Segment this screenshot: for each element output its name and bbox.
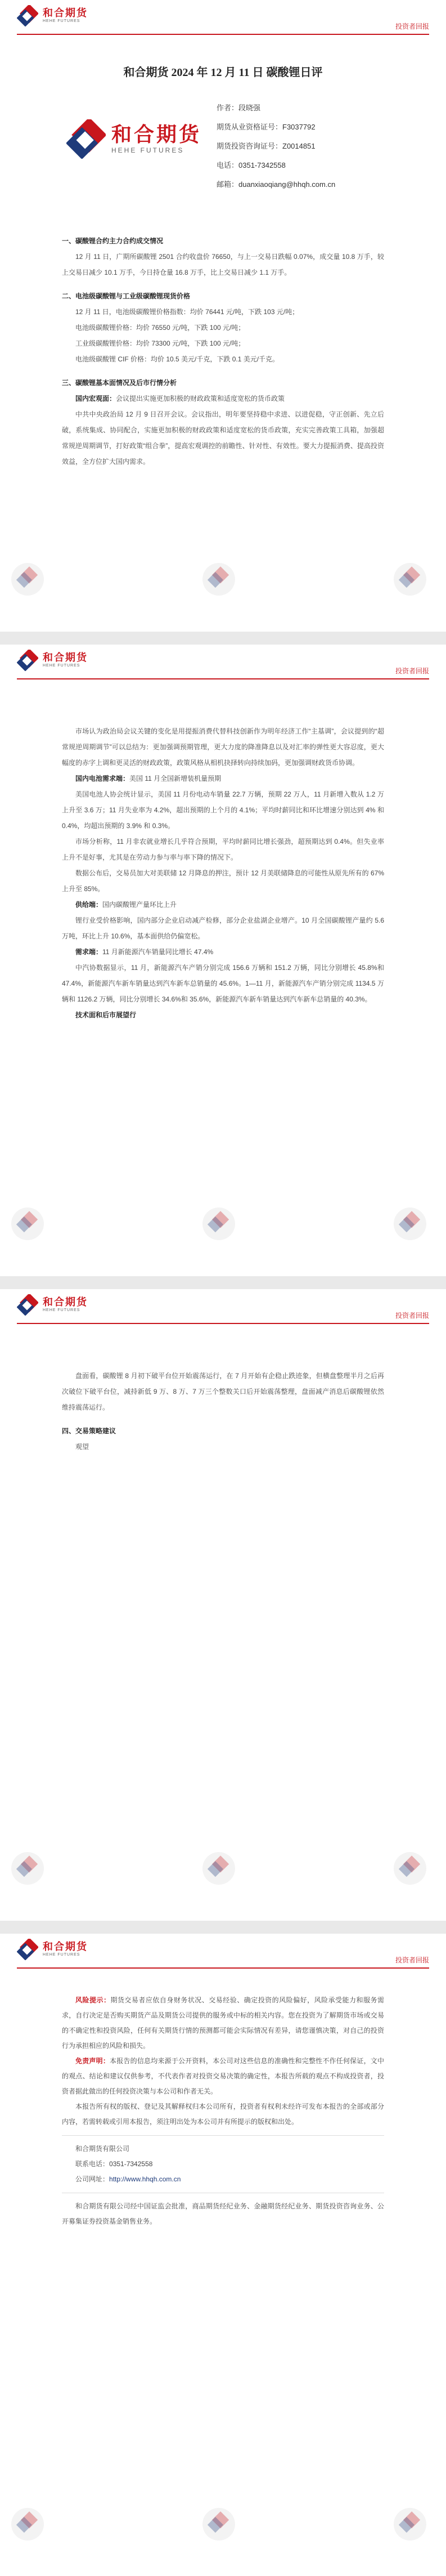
macro-analysis-text: 市场认为政治局会议关键的变化是用提振消费代替科技创新作为明年经济工作“主基调”，会议提到的“超常规逆周期调节”可以总结为：更加强调预期管理，更大力度的降准降息以及对汇率的弹性更大容忍度，更大幅度的赤字上调和更灵活的财政政策，政策风格从相机抉择转向持续加码，更加强调财政货币协调。 [62, 727, 384, 767]
watermark-logo-icon [11, 2508, 44, 2541]
section-3-heading: 三、碳酸锂基本面情况及后市行情分析 [62, 379, 177, 387]
supply-subheading: 供给端： [75, 901, 103, 909]
company-name: 和合期货有限公司 [75, 2145, 130, 2153]
page-header [17, 645, 429, 679]
demand-text: 中汽协数据显示，11 月，新能源汽车产销分别完成 156.6 万辆和 151.2 万辆，同比分别增长 45.8%和 47.4%，新能源汽车新车销量达到汽车新车总销量的 45.6%。1—11 月，新能源汽车产销分别完成 1134.5 万辆和 1126.2 万辆，同比分别增长 34.6%和 35.6%，新能源汽车新车销量达到汽车新车总销量的 40.3%。 [62, 964, 384, 1003]
disclaimer-label: 免责声明： [75, 2057, 110, 2065]
page-1 [0, 0, 446, 632]
watermark-logo-icon [394, 1852, 426, 1885]
author-license-2: 期货投资咨询证号：Z0014851 [217, 142, 316, 150]
logo-mark-icon [17, 1939, 38, 1960]
us-data-text: 美国电池人协会统计显示，美国 11 月份电动车销量 22.7 万辆，预期 22 万人，11 月新增入数从 1.2 万上升至 3.6 万；11 月失业率为 4.2%，超出预期的上个月的 4.1%；平均时薪同比和环比增速分别达到 4% 和 0.4%，均超出预期的 3.9% 和 0.3%。 [62, 790, 384, 830]
author-email: 邮箱：duanxiaoqiang@hhqh.com.cn [217, 180, 336, 189]
page-2 [0, 645, 446, 1276]
page-header [17, 1934, 429, 1969]
page1-content [62, 225, 384, 469]
contact-value: 0351-7342558 [109, 2160, 153, 2168]
battery-subheading-text: 美国 11 月全国新增装机量预期 [129, 775, 222, 782]
watermark-logo-icon [202, 1852, 235, 1885]
watermark-logo-icon [394, 2508, 426, 2541]
demand-subheading: 需求端： [75, 948, 103, 956]
page-4 [0, 1934, 446, 2576]
disclaimer-text: 本报告的信息均来源于公开资料，本公司对这些信息的准确性和完整性不作任何保证，文中的观点、结论和建议仅供参考，不代表作者对投资交易决策的确定性，本报告所载的观点不构成投资者，投资者据此做出的任何投资决策与本公司和作者无关。 [62, 2057, 384, 2095]
watermark-logo-icon [202, 1208, 235, 1240]
market-analysis-text: 市场分析称，11 月非农就业增长几乎符合预期，平均时薪同比增长强劲，超预期达到 0.4%。但失业率上升不是好事，尤其是在劳动力参与率与率下降的情况下。 [62, 838, 384, 861]
header-logo [17, 649, 88, 672]
website-link[interactable]: http://www.hhqh.com.cn [109, 2175, 181, 2183]
copyright-text: 本报告所有权的版权、登记及其解释权归本公司所有，投资者有权利未经许可发布本报告的全部或部分内容，若需转载或引用本报告，须注明出处为本公司并有所提示的版权和出处。 [62, 2103, 384, 2126]
price-line-4: 电池级碳酸锂 CIF 价格：均价 10.5 美元/千克，下跌 0.1 美元/千克。 [75, 355, 280, 363]
brand-cn: 和合期货 [43, 652, 88, 663]
technical-subheading: 技术面和后市展望行 [75, 1011, 137, 1019]
logo-mark-large-icon [66, 119, 106, 159]
risk-label: 风险提示： [75, 1996, 111, 2004]
website-label: 公司网址： [75, 2175, 110, 2183]
header-logo [17, 5, 88, 27]
page-3 [0, 1289, 446, 1921]
logo-mark-icon [17, 650, 38, 671]
contact-label: 联系电话： [75, 2160, 110, 2168]
price-line-1: 12 月 11 日，电池级碳酸锂价格指数：均价 76441 元/吨，下跌 103 元/吨； [75, 308, 299, 316]
macro-subheading: 国内宏观面： [75, 395, 116, 402]
author-phone: 电话：0351-7342558 [217, 161, 286, 169]
brand-en: HEHE FUTURES [43, 1953, 80, 1957]
watermark-logo-icon [11, 563, 44, 596]
header-logo [17, 1938, 88, 1961]
header-right-label: 投资者回报 [395, 667, 429, 675]
supply-text: 锂行业受价格影响，国内部分企业启动减产检修，部分企业盐湖企业增产。10 月全国碳酸锂产量约 5.6 万吨，环比上升 10.6%，基本面供给仍偏宽松。 [62, 916, 384, 940]
brand-en: HEHE FUTURES [43, 1308, 80, 1312]
watermark-logo-icon [394, 1208, 426, 1240]
brand-en-large: HEHE FUTURES [111, 146, 184, 154]
brand-cn: 和合期货 [43, 1296, 88, 1308]
section-1-heading: 一、碳酸锂合约主力合约成交情况 [62, 237, 164, 245]
company-logo [66, 119, 201, 159]
section-1-text: 12 月 11 日，广期所碳酸锂 2501 合约收盘价 76650，与上一交易日跌幅 0.07%，成交量 10.8 万手，较上交易日减少 10.1 万手，今日持仓量 16.8 万手，比上交易日减少 1.1 万手。 [62, 253, 384, 276]
page4-content [62, 1993, 384, 2229]
brand-cn: 和合期货 [43, 1941, 88, 1952]
price-line-3: 工业级碳酸锂价格：均价 73300 元/吨，下跌 100 元/吨； [75, 339, 245, 347]
battery-subheading: 国内电池需求端： [75, 775, 130, 782]
watermark-logo-icon [202, 2508, 235, 2541]
watermark-logo-icon [394, 563, 426, 596]
header-right-label: 投资者回报 [395, 23, 429, 30]
author-license-1: 期货从业资格证号：F3037792 [217, 123, 316, 131]
rate-cut-text: 数据公布后，交易员加大对美联储 12 月降息的押注，预计 12 月美联储降息的可能性从原先所有的 67% 上升至 85%。 [62, 869, 384, 893]
page2-content [62, 723, 384, 1023]
report-title: 和合期货 2024 年 12 月 11 日 碳酸锂日评 [123, 66, 323, 79]
section-2-heading: 二、电池级碳酸锂与工业级碳酸锂现货价格 [62, 292, 191, 300]
macro-subheading-text: 会议提出实施更加积极的财政政策和适度宽松的货币政策 [116, 395, 285, 402]
watermark-logo-icon [11, 1208, 44, 1240]
section-4-heading: 四、交易策略建议 [62, 1427, 116, 1435]
supply-subheading-text: 国内碳酸锂产量环比上升 [102, 901, 177, 909]
company-about: 和合期货有限公司经中国证监会批准，商品期货经纪业务、金融期货经纪业务、期货投资咨询业务、公开募集证券投资基金销售业务。 [62, 2202, 384, 2225]
author-name: 作者：段晓强 [217, 104, 261, 112]
macro-text: 中共中央政治局 12 月 9 日召开会议。会议指出，明年要坚持稳中求进、以进促稳，守正创新、先立后破，系统集成、协同配合，实施更加积极的财政政策和适度宽松的货币政策，充实完善政策工具箱，加强超常规逆周期调节，打好政策“组合拳”，提高宏观调控的前瞻性、针对性、有效性。要大力提振消费、提高投资效益，全方位扩大国内需求。 [62, 410, 384, 466]
brand-en: HEHE FUTURES [43, 664, 80, 668]
header-right-label: 投资者回报 [395, 1956, 429, 1964]
page-header [17, 1289, 429, 1324]
brand-cn: 和合期货 [43, 7, 88, 19]
header-right-label: 投资者回报 [395, 1312, 429, 1320]
page3-content [62, 1368, 384, 1455]
strategy-text: 观望 [75, 1443, 89, 1451]
price-line-2: 电池级碳酸锂价格：均价 76550 元/吨，下跌 100 元/吨； [75, 324, 245, 332]
logo-mark-icon [17, 1294, 38, 1316]
header-logo [17, 1294, 88, 1316]
page-header [17, 0, 429, 35]
divider [62, 2135, 384, 2136]
technical-text: 盘面看，碳酸锂 8 月初下破平台位开始震荡运行，在 7 月开始有企稳止跌迹象，但横盘整理半月之后再次破位下破平台位，减持新低 9 万、8 万、7 万三个整数关口后开始震荡整理，盘面减产消息后碳酸锂依然维持震荡运行。 [62, 1372, 384, 1411]
brand-cn-large: 和合期货 [111, 123, 202, 146]
logo-mark-icon [17, 5, 38, 26]
watermark-logo-icon [11, 1852, 44, 1885]
risk-text: 期货交易者应依自身财务状况、交易经验、确定投资的风险偏好，风险承受能力和服务需求，自行决定是否购买期货产品及期货公司提供的服务或中标的相关内容。您在投资为了解期货市场或交易的不确定性和投资风险，任何有关期货行情的预测都可能会实际情况有差异，请您谨慎决策，对自己的投资行为承担相应的风险和损失。 [62, 1996, 384, 2050]
watermark-logo-icon [202, 563, 235, 596]
author-block [217, 99, 335, 194]
demand-subheading-text: 11 月新能源汽车销量同比增长 47.4% [102, 948, 214, 956]
brand-en: HEHE FUTURES [43, 19, 80, 23]
